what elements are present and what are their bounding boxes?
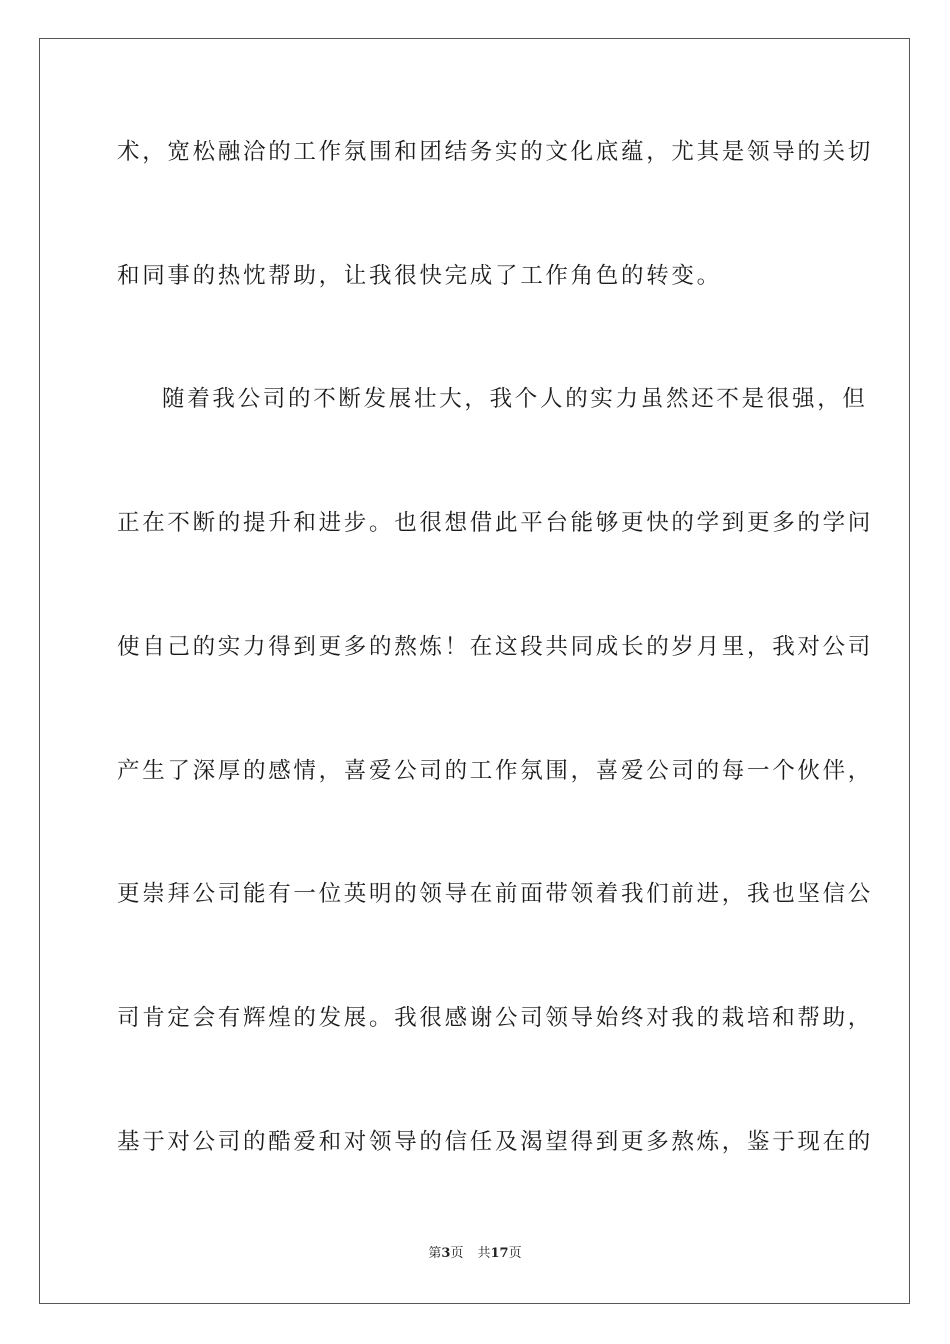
body-line-8: 司肯定会有辉煌的发展。我很感谢公司领导始终对我的栽培和帮助， — [117, 1005, 874, 1031]
page-footer — [0, 1246, 950, 1262]
total-pages: 17 — [490, 1246, 509, 1261]
body-line-4: 正在不断的提升和进步。也很想借此平台能够更快的学到更多的学问 — [117, 510, 874, 536]
body-line-3: 随着我公司的不断发展壮大，我个人的实力虽然还不是很强，但 — [162, 386, 868, 412]
body-line-9: 基于对公司的酷爱和对领导的信任及渴望得到更多熬炼，鉴于现在的 — [117, 1129, 874, 1155]
page-prefix: 第 — [428, 1246, 442, 1261]
page-border — [39, 38, 910, 1304]
body-line-1: 术，宽松融洽的工作氛围和团结务实的文化底蕴，尤其是领导的关切 — [117, 139, 874, 165]
body-line-7: 更崇拜公司能有一位英明的领导在前面带领着我们前进，我也坚信公 — [117, 881, 874, 907]
body-line-5: 使自己的实力得到更多的熬炼！在这段共同成长的岁月里，我对公司 — [117, 634, 874, 660]
total-suffix: 页 — [508, 1246, 522, 1261]
page-number: 3 — [441, 1246, 451, 1261]
page-suffix: 页 — [450, 1246, 464, 1261]
total-prefix: 共 — [477, 1246, 491, 1261]
body-line-2: 和同事的热忱帮助，让我很快完成了工作角色的转变。 — [117, 263, 722, 289]
body-line-6: 产生了深厚的感情，喜爱公司的工作氛围，喜爱公司的每一个伙伴， — [117, 758, 874, 784]
